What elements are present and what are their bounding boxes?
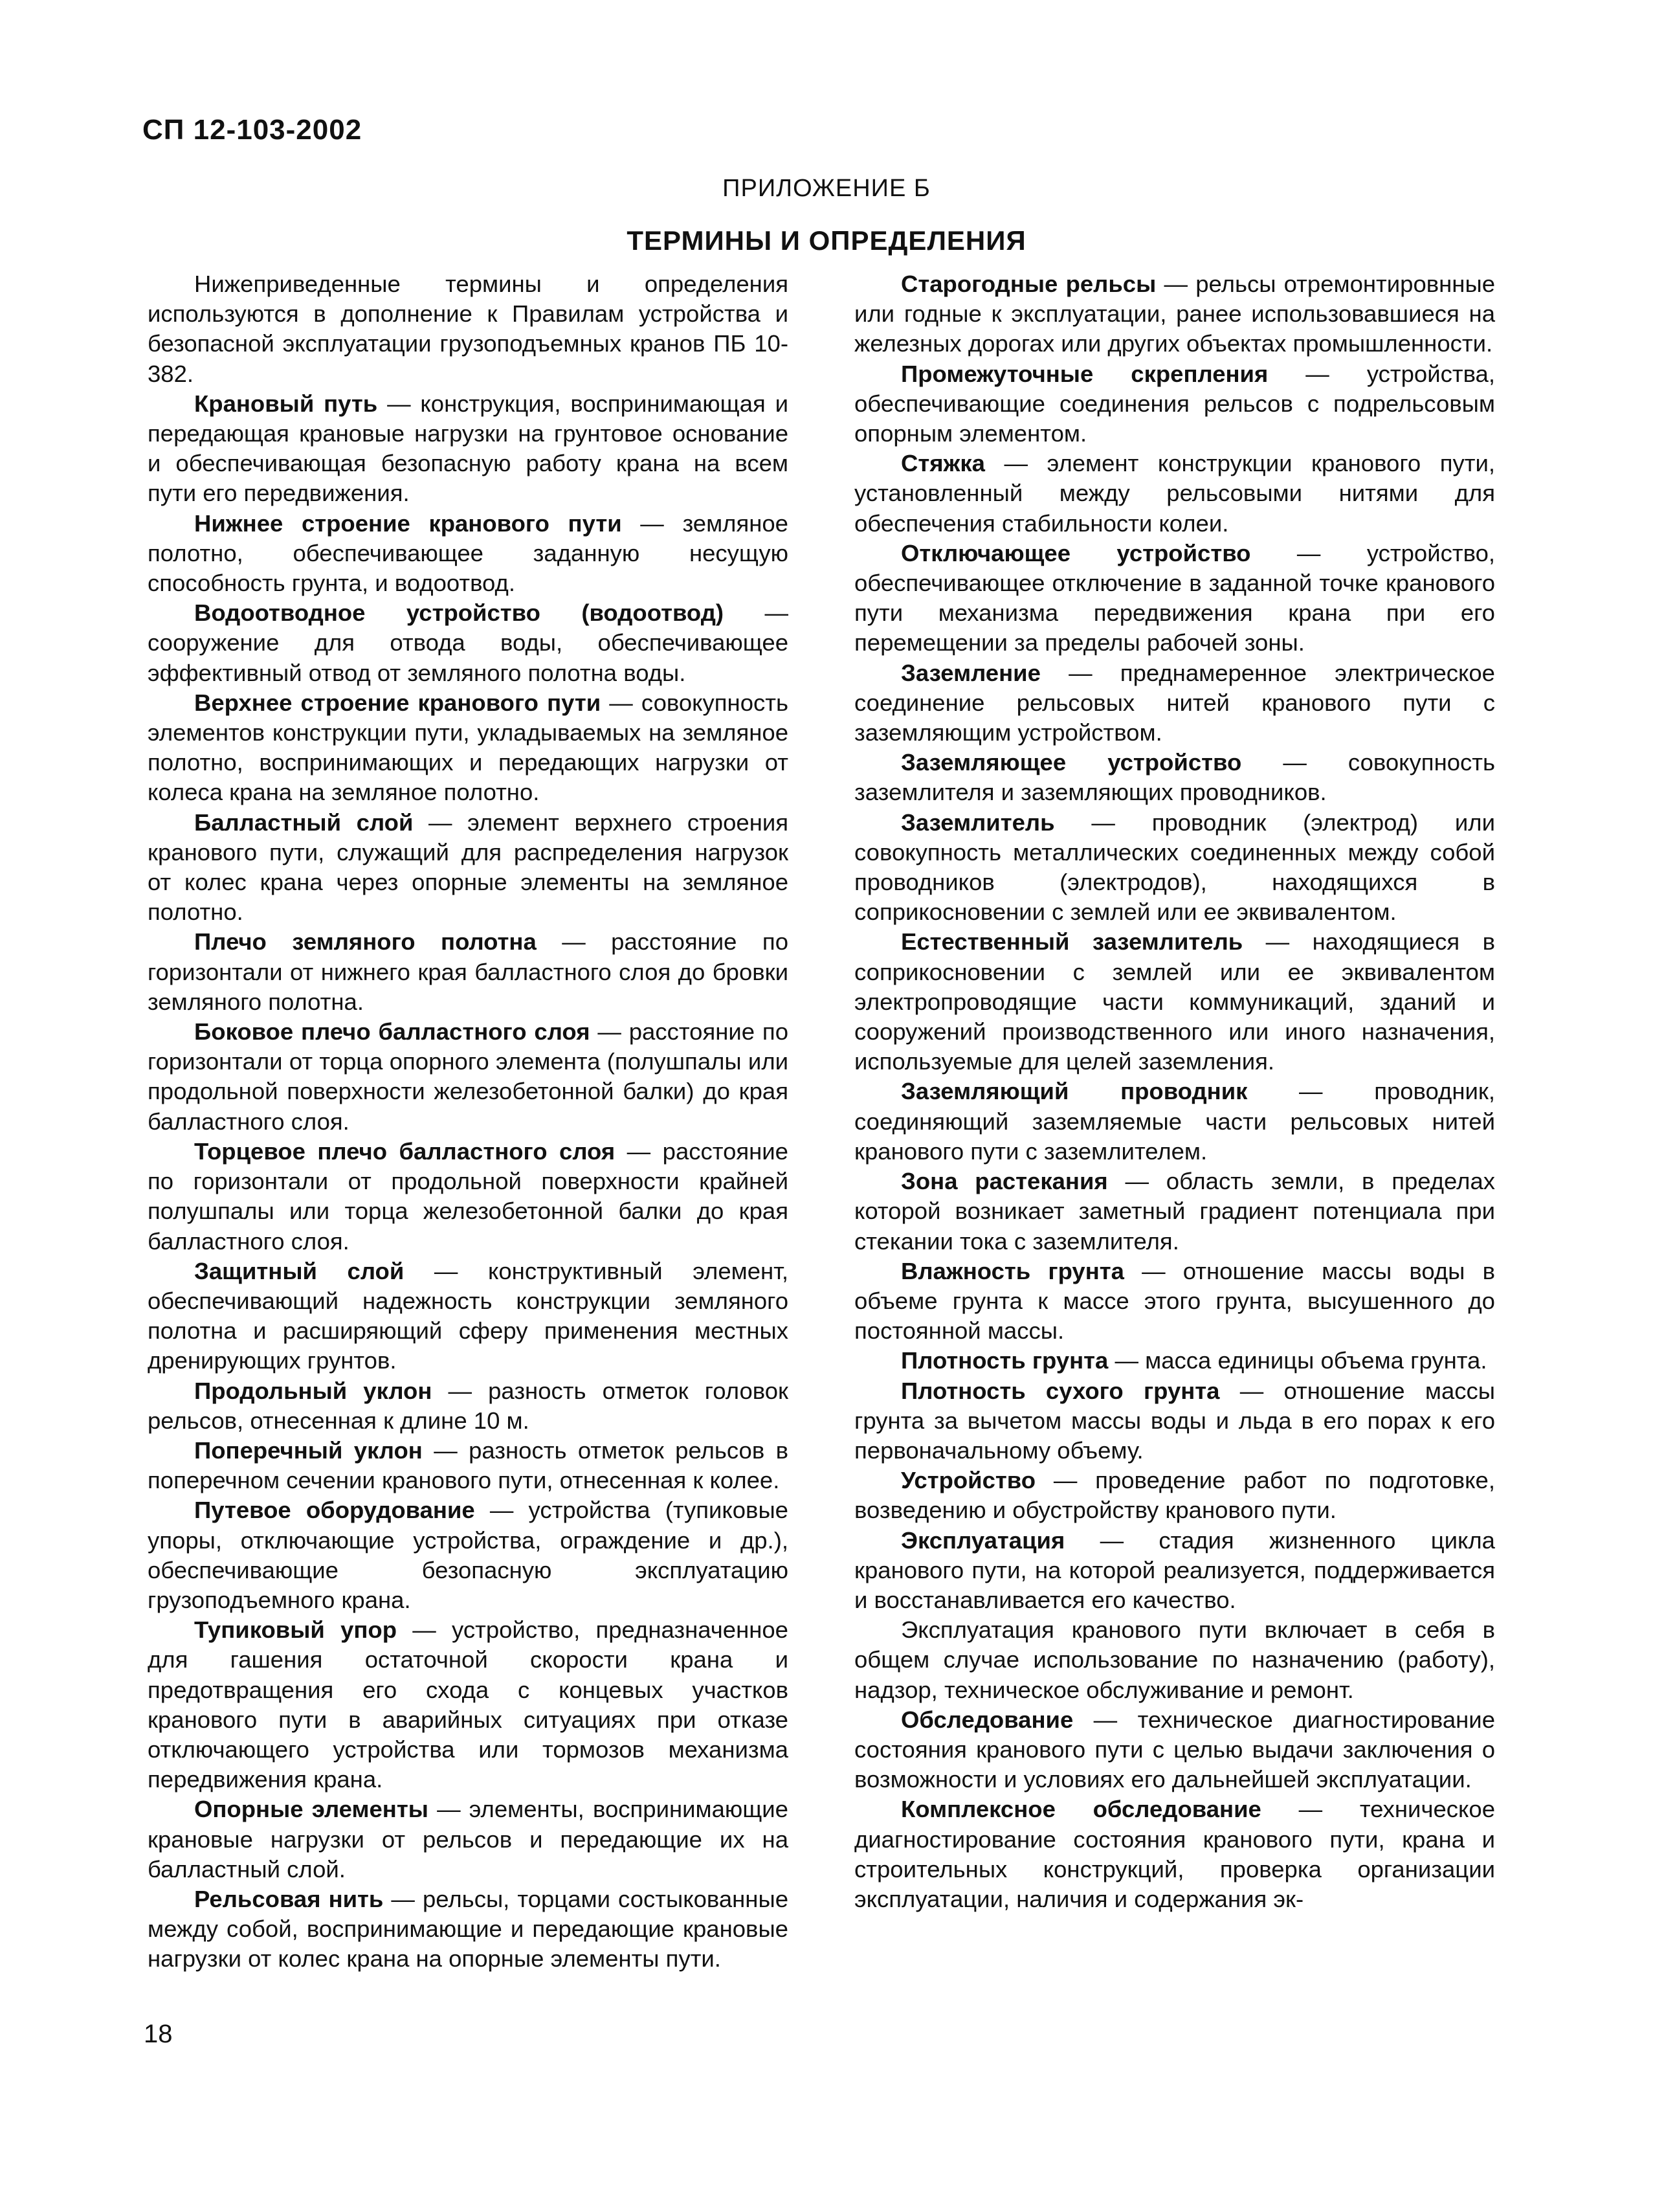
term-name: Поперечный уклон bbox=[194, 1436, 423, 1464]
term-name: Отключающее устройство bbox=[901, 539, 1251, 566]
term-definition: — устройство, обеспечивающее отключение в заданной точке кранового пути механизма передвижения крана при его перемещении за пределы рабочей зоны. bbox=[854, 539, 1496, 656]
term-entry bbox=[148, 1257, 788, 1376]
term-definition: — совокупность заземлителя и заземляющих проводников. bbox=[854, 749, 1496, 806]
term-name: Продольный уклон bbox=[194, 1377, 432, 1404]
term-name: Защитный слой bbox=[194, 1257, 405, 1284]
term-name: Заземляющий проводник bbox=[901, 1078, 1248, 1105]
term-name: Плотность грунта bbox=[901, 1347, 1109, 1374]
term-entry bbox=[854, 449, 1495, 539]
term-entry bbox=[854, 1077, 1495, 1167]
term-entry bbox=[148, 1017, 788, 1137]
page-number: 18 bbox=[144, 2020, 173, 2048]
term-definition: — сооружение для отвода воды, обеспечивающее эффективный отвод от земляного полотна воды. bbox=[148, 599, 788, 686]
section-title: ТЕРМИНЫ И ОПРЕДЕЛЕНИЯ bbox=[627, 225, 1026, 256]
term-name: Рельсовая нить bbox=[194, 1885, 384, 1912]
term-definition: — совокупность элементов конструкции пути, укладываемых на земляное полотно, воспринимающих и передающих нагрузки от колеса крана на земляное полотно. bbox=[148, 689, 788, 806]
term-name: Боковое плечо балластного слоя bbox=[194, 1018, 590, 1045]
term-name: Балластный слой bbox=[194, 809, 414, 836]
term-name: Устройство bbox=[901, 1467, 1036, 1494]
term-name: Старогодные рельсы bbox=[901, 271, 1157, 297]
term-name: Зона растекания bbox=[901, 1168, 1108, 1195]
term-definition: — конструкция, воспринимающая и передающая крановые нагрузки на грунтовое основание и обеспечивающая безопасную работу крана на всем пути его передвижения. bbox=[148, 390, 788, 507]
term-definition: — элемент верхнего строения кранового пути, служащий для распределения нагрузок от колес крана через опорные элементы на земляное полотно. bbox=[148, 809, 788, 926]
term-definition: — разность отметок рельсов в поперечном сечении кранового пути, отнесенная к колее. bbox=[148, 1436, 788, 1494]
term-name: Заземляющее устройство bbox=[901, 749, 1242, 776]
term-definition: — рельсы отремонтировнные или годные к эксплуатации, ранее использовавшиеся на железных дорогах или других объектах промышленности. bbox=[854, 271, 1495, 357]
term-definition: — разность отметок головок рельсов, отнесенная к длине 10 м. bbox=[148, 1377, 788, 1434]
term-entry bbox=[148, 389, 788, 509]
term-name: Крановый путь bbox=[194, 390, 378, 417]
term-definition: — конструктивный элемент, обеспечивающий надежность конструкции земляного полотна и расширяющий сферу применения местных дренирующих грунтов. bbox=[148, 1257, 788, 1374]
term-entry bbox=[148, 927, 788, 1017]
term-name: Опорные элементы bbox=[194, 1796, 428, 1823]
right-column bbox=[854, 269, 1495, 1914]
term-entry bbox=[148, 1884, 788, 1974]
term-entry bbox=[854, 1526, 1495, 1616]
term-entry bbox=[854, 359, 1495, 449]
term-entry bbox=[148, 1615, 788, 1794]
term-definition: — техническое диагностирование состояния кранового пути с целью выдачи заключения о возможности и условиях его дальнейшей эксплуатации. bbox=[854, 1706, 1495, 1793]
term-definition: — элементы, воспринимающие крановые нагрузки от рельсов и передающие их на балластный слой. bbox=[148, 1796, 788, 1882]
intro-paragraph: Нижеприведенные термины и определения используются в дополнение к Правилам устройства и безопасной эксплуатации грузоподъемных кранов ПБ 10-382. bbox=[148, 271, 788, 387]
term-definition: — отношение массы воды в объеме грунта к массе этого грунта, высушенного до постоянной массы. bbox=[854, 1257, 1495, 1345]
term-definition: — преднамеренное электрическое соединение рельсовых нитей кранового пути с заземляющим устройством. bbox=[854, 659, 1495, 746]
term-name: Обследование bbox=[901, 1706, 1074, 1733]
term-definition: — проводник, соединяющий заземляемые части рельсовых нитей кранового пути с заземлителем. bbox=[854, 1078, 1495, 1165]
term-entry bbox=[148, 1137, 788, 1257]
left-column bbox=[148, 269, 788, 1974]
term-entry bbox=[854, 748, 1495, 807]
term-entry bbox=[854, 1257, 1495, 1346]
term-name: Нижнее строение кранового пути bbox=[194, 509, 622, 537]
term-entry bbox=[148, 1495, 788, 1615]
term-name: Влажность грунта bbox=[901, 1257, 1124, 1284]
term-definition: — рельсы, торцами состыкованные между собой, воспринимающие и передающие крановые нагрузки от колес крана на опорные элементы пути. bbox=[148, 1885, 789, 1972]
term-entry bbox=[854, 1167, 1495, 1257]
right-term-list bbox=[854, 269, 1495, 1914]
term-name: Эксплуатация bbox=[901, 1526, 1065, 1554]
term-definition: — техническое диагностирование состояния кранового пути, крана и строительных конструкций, проверка организации эксплуатации, наличия и содержания эк- bbox=[854, 1796, 1495, 1912]
term-entry bbox=[854, 1376, 1495, 1466]
term-definition: — находящиеся в соприкосновении с землей или ее эквивалентом электропроводящие части коммуникаций, зданий и сооружений производственного или иного назначения, используемые для целей заземления. bbox=[854, 928, 1495, 1075]
document-code: СП 12-103-2002 bbox=[142, 114, 362, 146]
term-definition: — земляное полотно, обеспечивающее заданную несущую способность грунта, и водоотвод. bbox=[148, 509, 788, 597]
term-definition: — элемент конструкции кранового пути, установленный между рельсовыми нитями для обеспечения стабильности колеи. bbox=[854, 450, 1495, 537]
term-name: Торцевое плечо балластного слоя bbox=[194, 1137, 616, 1165]
term-definition: — масса единицы объема грунта. bbox=[1108, 1347, 1487, 1374]
term-entry bbox=[148, 688, 788, 808]
term-entry bbox=[148, 598, 788, 688]
term-name: Стяжка bbox=[901, 450, 985, 477]
term-definition: — проводник (электрод) или совокупность металлических соединенных между собой проводников (электродов), находящихся в соприкосновении с землей или ее эквивалентом. bbox=[854, 809, 1495, 926]
term-name: Плечо земляного полотна bbox=[194, 928, 537, 955]
term-name: Верхнее строение кранового пути bbox=[194, 689, 601, 716]
annex-label: ПРИЛОЖЕНИЕ Б bbox=[722, 175, 931, 202]
term-definition: Эксплуатация кранового пути включает в себя в общем случае использование по назначению (работу), надзор, техническое обслуживание и ремонт. bbox=[854, 1616, 1495, 1703]
term-name: Тупиковый упор bbox=[194, 1616, 397, 1644]
term-definition: — расстояние по горизонтали от продольной поверхности крайней полушпалы или торца железобетонной балки до края балластного слоя. bbox=[148, 1137, 788, 1255]
term-entry bbox=[854, 1794, 1495, 1914]
term-definition: — устройство, предназначенное для гашения остаточной скорости крана и предотвращения его схода с концевых участков кранового пути в аварийных ситуациях при отказе отключающего устройства или тормозов механизма передвижения крана. bbox=[148, 1616, 788, 1793]
term-name: Комплексное обследование bbox=[901, 1796, 1261, 1823]
term-definition: — стадия жизненного цикла кранового пути, на которой реализуется, поддерживается и восстанавливается его качество. bbox=[854, 1526, 1495, 1613]
term-entry bbox=[854, 1705, 1495, 1795]
term-name: Естественный заземлитель bbox=[901, 928, 1243, 955]
term-name: Заземление bbox=[901, 659, 1041, 686]
term-entry bbox=[854, 658, 1495, 748]
term-entry bbox=[854, 1346, 1495, 1376]
term-entry bbox=[148, 1794, 788, 1884]
left-term-list bbox=[148, 389, 788, 1974]
term-definition: — расстояние по горизонтали от нижнего края балластного слоя до бровки земляного полотна. bbox=[148, 928, 788, 1015]
term-definition: — устройства, обеспечивающие соединения рельсов с подрельсовым опорным элементом. bbox=[854, 360, 1496, 447]
term-definition: — расстояние по горизонтали от торца опорного элемента (полушпалы или продольной поверхности железобетонной балки) до края балластного слоя. bbox=[148, 1018, 788, 1135]
term-entry bbox=[854, 808, 1495, 928]
term-entry bbox=[148, 1376, 788, 1436]
term-entry bbox=[854, 1615, 1495, 1705]
term-definition: — область земли, в пределах которой возникает заметный градиент потенциала при стекании тока с заземлителя. bbox=[854, 1168, 1495, 1255]
term-entry bbox=[854, 1466, 1495, 1525]
term-name: Плотность сухого грунта bbox=[901, 1377, 1220, 1404]
term-name: Заземлитель bbox=[901, 809, 1055, 836]
term-entry bbox=[854, 269, 1495, 359]
term-definition: — устройства (тупиковые упоры, отключающие устройства, ограждение и др.), обеспечивающие безопасную эксплуатацию грузоподъемного крана. bbox=[148, 1497, 788, 1613]
term-entry bbox=[148, 808, 788, 928]
term-entry bbox=[148, 509, 788, 599]
term-entry bbox=[854, 927, 1495, 1077]
term-name: Водоотводное устройство (водоотвод) bbox=[194, 599, 724, 627]
term-entry bbox=[854, 539, 1495, 658]
term-name: Промежуточные скрепления bbox=[901, 360, 1269, 387]
term-definition: — отношение массы грунта за вычетом массы воды и льда в его порах к его первоначальному объему. bbox=[854, 1377, 1495, 1464]
term-name: Путевое оборудование bbox=[194, 1497, 475, 1524]
term-entry bbox=[148, 1436, 788, 1495]
term-definition: — проведение работ по подготовке, возведению и обустройству кранового пути. bbox=[854, 1467, 1495, 1524]
